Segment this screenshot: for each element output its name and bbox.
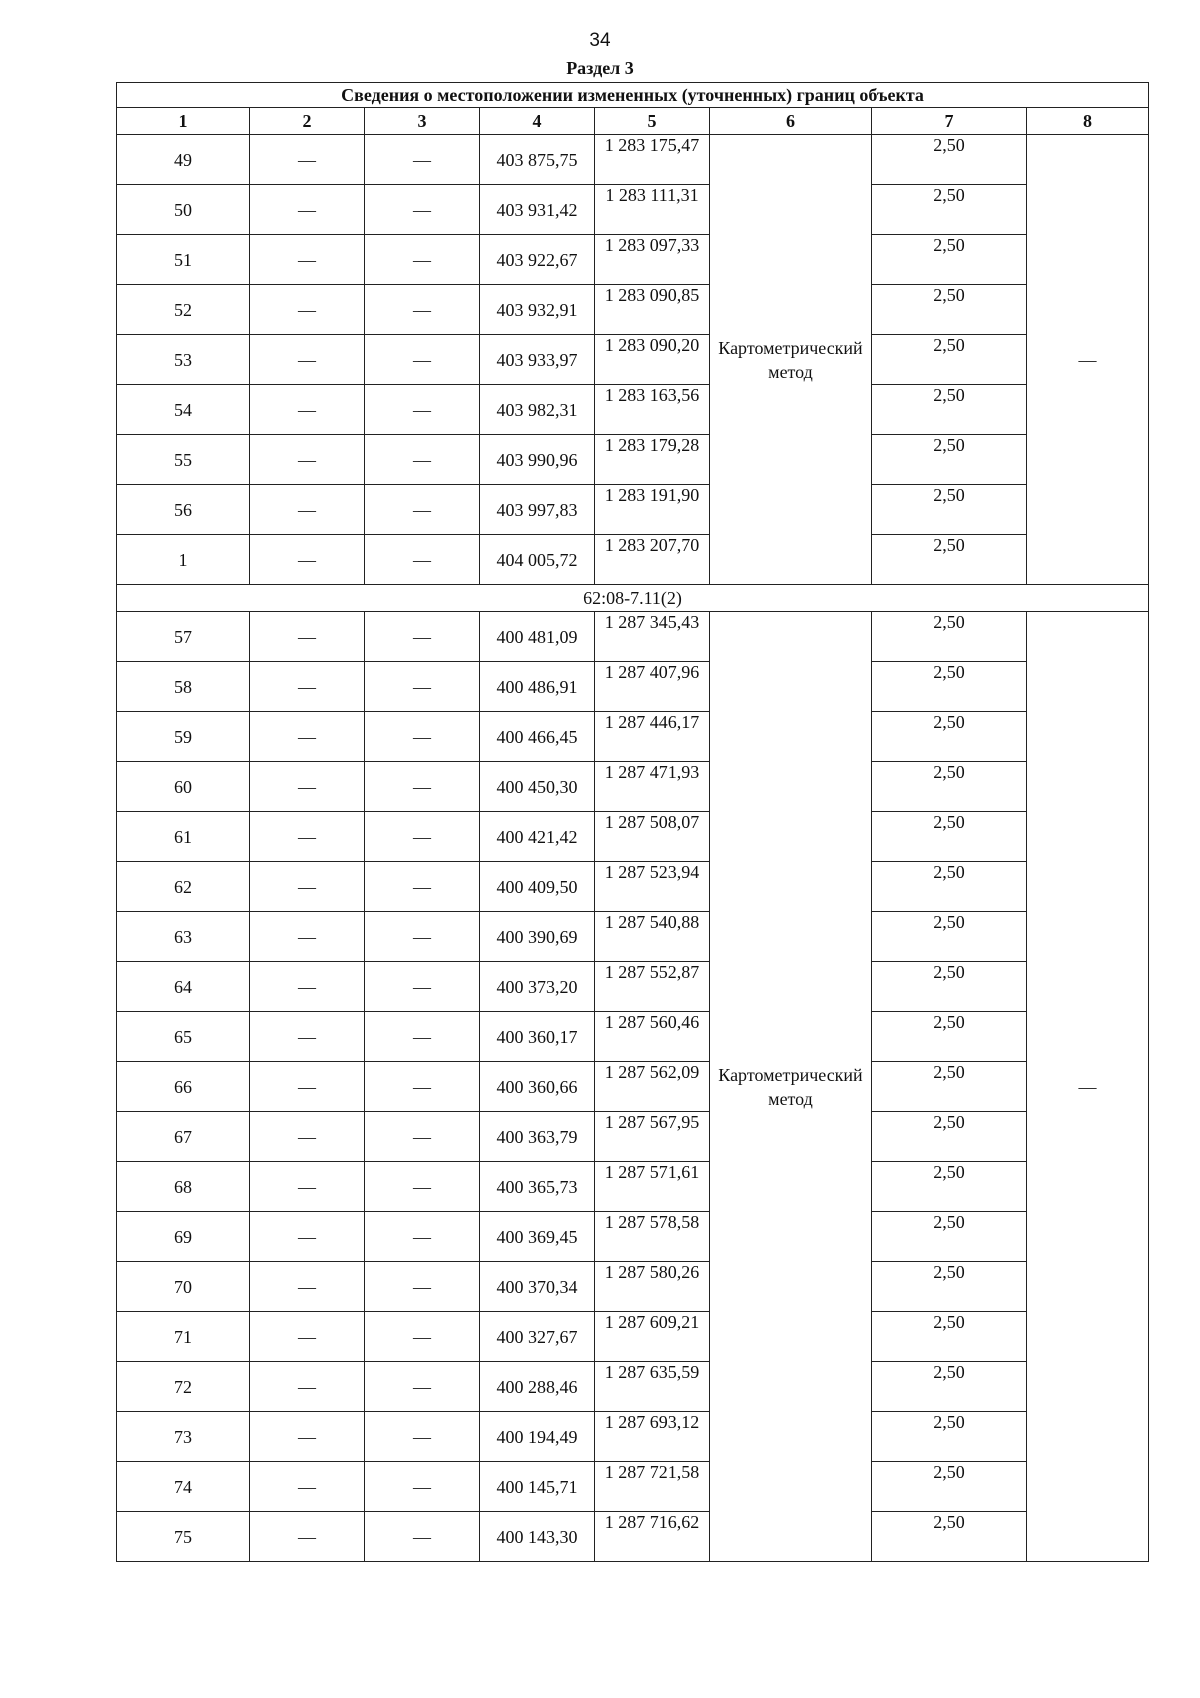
cell-col-5: 1 287 523,94 [595, 862, 710, 912]
table-row [117, 1362, 1149, 1412]
cell-col-1: 55 [117, 435, 250, 485]
cell-col-2: — [250, 335, 365, 385]
cell-col-5: 1 287 345,43 [595, 612, 710, 662]
section-title: Раздел 3 [566, 58, 634, 78]
table-row [117, 1462, 1149, 1512]
header-row [117, 108, 1149, 135]
cell-col-3: — [365, 1012, 480, 1062]
cell-col-3: — [365, 662, 480, 712]
cell-col-1: 57 [117, 612, 250, 662]
cell-col-4: 403 933,97 [480, 335, 595, 385]
cell-col-3: — [365, 385, 480, 435]
cell-col-4: 403 932,91 [480, 285, 595, 335]
cell-col-4: 403 875,75 [480, 135, 595, 185]
cell-col-1: 49 [117, 135, 250, 185]
page-number: 34 [589, 30, 611, 51]
cell-col-2: — [250, 812, 365, 862]
cell-col-2: — [250, 1412, 365, 1462]
cell-col-4: 400 143,30 [480, 1512, 595, 1562]
cell-col-7: 2,50 [872, 185, 1027, 235]
cell-col-1: 70 [117, 1262, 250, 1312]
table-row [117, 812, 1149, 862]
cell-col-2: — [250, 285, 365, 335]
cell-col-1: 63 [117, 912, 250, 962]
column-header-2: 2 [250, 108, 365, 135]
cell-col-3: — [365, 335, 480, 385]
table-row [117, 1312, 1149, 1362]
table-row [117, 1112, 1149, 1162]
cell-col-1: 61 [117, 812, 250, 862]
table-body [117, 83, 1149, 1562]
cell-col-5: 1 287 635,59 [595, 1362, 710, 1412]
cell-col-5: 1 283 179,28 [595, 435, 710, 485]
cell-col-1: 58 [117, 662, 250, 712]
cell-col-5: 1 287 571,61 [595, 1162, 710, 1212]
cell-col-7: 2,50 [872, 912, 1027, 962]
cell-col-4: 400 450,30 [480, 762, 595, 812]
cell-col-2: — [250, 485, 365, 535]
cell-col-5: 1 287 560,46 [595, 1012, 710, 1062]
cell-col-3: — [365, 812, 480, 862]
cell-col-7: 2,50 [872, 1262, 1027, 1312]
caption-row [117, 83, 1149, 108]
cell-col-1: 56 [117, 485, 250, 535]
cell-col-3: — [365, 1062, 480, 1112]
cell-col-4: 400 360,17 [480, 1012, 595, 1062]
cell-col-7: 2,50 [872, 535, 1027, 585]
cell-col-2: — [250, 1012, 365, 1062]
cell-col-5: 1 287 580,26 [595, 1262, 710, 1312]
cell-col-3: — [365, 185, 480, 235]
cell-col-3: — [365, 862, 480, 912]
cell-col-5: 1 287 578,58 [595, 1212, 710, 1262]
boundary-coordinates-table [116, 82, 1149, 1562]
cell-col-1: 62 [117, 862, 250, 912]
cell-col-4: 400 486,91 [480, 662, 595, 712]
cell-col-3: — [365, 1162, 480, 1212]
cell-col-5: 1 283 175,47 [595, 135, 710, 185]
cell-col-1: 73 [117, 1412, 250, 1462]
cell-col-3: — [365, 1212, 480, 1262]
cell-col-2: — [250, 385, 365, 435]
cell-col-1: 72 [117, 1362, 250, 1412]
cell-col-2: — [250, 662, 365, 712]
cell-col-5: 1 287 693,12 [595, 1412, 710, 1462]
table-row [117, 962, 1149, 1012]
cell-col-3: — [365, 135, 480, 185]
method-label: Картометрический метод [718, 337, 863, 382]
table-row [117, 912, 1149, 962]
cell-col-2: — [250, 612, 365, 662]
cell-col-2: — [250, 1512, 365, 1562]
cell-col-4: 400 194,49 [480, 1412, 595, 1462]
cell-col-5: 1 283 090,85 [595, 285, 710, 335]
table-row [117, 1212, 1149, 1262]
column-header-5: 5 [595, 108, 710, 135]
cell-col-3: — [365, 235, 480, 285]
cell-col-5: 1 283 111,31 [595, 185, 710, 235]
cell-col-2: — [250, 1062, 365, 1112]
cell-col-1: 65 [117, 1012, 250, 1062]
column-header-3: 3 [365, 108, 480, 135]
cell-col-1: 69 [117, 1212, 250, 1262]
cell-col-4: 400 327,67 [480, 1312, 595, 1362]
cell-col-4: 400 390,69 [480, 912, 595, 962]
table-row [117, 662, 1149, 712]
table-row [117, 862, 1149, 912]
cell-col-2: — [250, 185, 365, 235]
cell-col-3: — [365, 912, 480, 962]
cell-col-3: — [365, 535, 480, 585]
cell-col-2: — [250, 712, 365, 762]
cell-col-3: — [365, 1512, 480, 1562]
cell-col-3: — [365, 1112, 480, 1162]
table-row [117, 535, 1149, 585]
cell-col-4: 400 288,46 [480, 1362, 595, 1412]
cell-col-5: 1 287 562,09 [595, 1062, 710, 1112]
cell-col-7: 2,50 [872, 1212, 1027, 1262]
table-row [117, 235, 1149, 285]
cell-col-1: 53 [117, 335, 250, 385]
cell-col-4: 400 370,34 [480, 1262, 595, 1312]
table-row [117, 135, 1149, 185]
cell-col-3: — [365, 712, 480, 762]
cell-col-5: 1 283 163,56 [595, 385, 710, 435]
cell-col-2: — [250, 1312, 365, 1362]
column-header-1: 1 [117, 108, 250, 135]
cell-col-7: 2,50 [872, 485, 1027, 535]
cell-col-7: 2,50 [872, 1462, 1027, 1512]
table-row [117, 1062, 1149, 1112]
column-header-4: 4 [480, 108, 595, 135]
cell-col-3: — [365, 435, 480, 485]
column-8-cell: — [1027, 612, 1149, 1562]
cell-col-4: 404 005,72 [480, 535, 595, 585]
method-label: Картометрический метод [718, 1064, 863, 1109]
cell-col-1: 64 [117, 962, 250, 1012]
cell-col-7: 2,50 [872, 1412, 1027, 1462]
cell-col-4: 403 931,42 [480, 185, 595, 235]
cell-col-4: 400 369,45 [480, 1212, 595, 1262]
cell-col-5: 1 283 090,20 [595, 335, 710, 385]
cell-col-2: — [250, 535, 365, 585]
column-header-6: 6 [710, 108, 872, 135]
table-row [117, 335, 1149, 385]
cell-col-7: 2,50 [872, 235, 1027, 285]
cell-col-5: 1 287 508,07 [595, 812, 710, 862]
table-row [117, 1412, 1149, 1462]
cell-col-3: — [365, 285, 480, 335]
cell-col-2: — [250, 1112, 365, 1162]
cell-col-1: 66 [117, 1062, 250, 1112]
cell-col-3: — [365, 962, 480, 1012]
cell-col-5: 1 287 540,88 [595, 912, 710, 962]
table-row [117, 712, 1149, 762]
cell-col-7: 2,50 [872, 1362, 1027, 1412]
method-cell [710, 135, 872, 585]
column-header-8: 8 [1027, 108, 1149, 135]
cell-col-4: 400 421,42 [480, 812, 595, 862]
subsection-label: 62:08-7.11(2) [117, 585, 1149, 612]
cell-col-3: — [365, 1462, 480, 1512]
cell-col-7: 2,50 [872, 1312, 1027, 1362]
cell-col-4: 400 360,66 [480, 1062, 595, 1112]
cell-col-7: 2,50 [872, 612, 1027, 662]
cell-col-2: — [250, 235, 365, 285]
cell-col-7: 2,50 [872, 712, 1027, 762]
cell-col-1: 52 [117, 285, 250, 335]
cell-col-1: 59 [117, 712, 250, 762]
cell-col-5: 1 283 097,33 [595, 235, 710, 285]
cell-col-3: — [365, 1262, 480, 1312]
table-row [117, 612, 1149, 662]
cell-col-5: 1 287 446,17 [595, 712, 710, 762]
cell-col-7: 2,50 [872, 1162, 1027, 1212]
cell-col-7: 2,50 [872, 435, 1027, 485]
cell-col-3: — [365, 485, 480, 535]
table-row [117, 1012, 1149, 1062]
cell-col-5: 1 287 609,21 [595, 1312, 710, 1362]
cell-col-3: — [365, 612, 480, 662]
cell-col-2: — [250, 912, 365, 962]
cell-col-2: — [250, 862, 365, 912]
cell-col-7: 2,50 [872, 285, 1027, 335]
cell-col-1: 51 [117, 235, 250, 285]
cell-col-2: — [250, 962, 365, 1012]
cell-col-5: 1 283 191,90 [595, 485, 710, 535]
cell-col-2: — [250, 1362, 365, 1412]
cell-col-7: 2,50 [872, 662, 1027, 712]
cell-col-1: 1 [117, 535, 250, 585]
cell-col-1: 75 [117, 1512, 250, 1562]
cell-col-7: 2,50 [872, 812, 1027, 862]
cell-col-1: 60 [117, 762, 250, 812]
cell-col-2: — [250, 1162, 365, 1212]
cell-col-3: — [365, 1312, 480, 1362]
cell-col-1: 74 [117, 1462, 250, 1512]
cell-col-5: 1 283 207,70 [595, 535, 710, 585]
cell-col-2: — [250, 1212, 365, 1262]
cell-col-2: — [250, 435, 365, 485]
table-row [117, 385, 1149, 435]
column-header-7: 7 [872, 108, 1027, 135]
cell-col-5: 1 287 721,58 [595, 1462, 710, 1512]
cell-col-5: 1 287 716,62 [595, 1512, 710, 1562]
cell-col-1: 67 [117, 1112, 250, 1162]
cell-col-7: 2,50 [872, 1112, 1027, 1162]
cell-col-3: — [365, 1362, 480, 1412]
cell-col-4: 403 997,83 [480, 485, 595, 535]
table-row [117, 1512, 1149, 1562]
cell-col-4: 403 982,31 [480, 385, 595, 435]
cell-col-4: 400 363,79 [480, 1112, 595, 1162]
cell-col-2: — [250, 762, 365, 812]
cell-col-1: 71 [117, 1312, 250, 1362]
table-caption: Сведения о местоположении измененных (уточненных) границ объекта [117, 83, 1149, 108]
cell-col-4: 400 373,20 [480, 962, 595, 1012]
cell-col-2: — [250, 1462, 365, 1512]
cell-col-7: 2,50 [872, 1062, 1027, 1112]
table-row [117, 185, 1149, 235]
cell-col-4: 403 922,67 [480, 235, 595, 285]
cell-col-3: — [365, 762, 480, 812]
cell-col-7: 2,50 [872, 1512, 1027, 1562]
cell-col-7: 2,50 [872, 1012, 1027, 1062]
cell-col-5: 1 287 552,87 [595, 962, 710, 1012]
cell-col-4: 400 466,45 [480, 712, 595, 762]
cell-col-1: 68 [117, 1162, 250, 1212]
cell-col-2: — [250, 135, 365, 185]
cell-col-5: 1 287 471,93 [595, 762, 710, 812]
cell-col-1: 50 [117, 185, 250, 235]
cell-col-2: — [250, 1262, 365, 1312]
cell-col-4: 400 409,50 [480, 862, 595, 912]
cell-col-4: 400 481,09 [480, 612, 595, 662]
table-row [117, 1262, 1149, 1312]
column-8-cell: — [1027, 135, 1149, 585]
table-row [117, 285, 1149, 335]
cell-col-7: 2,50 [872, 962, 1027, 1012]
cell-col-4: 400 145,71 [480, 1462, 595, 1512]
cell-col-7: 2,50 [872, 762, 1027, 812]
table-row [117, 435, 1149, 485]
cell-col-1: 54 [117, 385, 250, 435]
cell-col-5: 1 287 567,95 [595, 1112, 710, 1162]
cell-col-4: 400 365,73 [480, 1162, 595, 1212]
cell-col-5: 1 287 407,96 [595, 662, 710, 712]
table-row [117, 762, 1149, 812]
cell-col-7: 2,50 [872, 335, 1027, 385]
cell-col-7: 2,50 [872, 862, 1027, 912]
subsection-row [117, 585, 1149, 612]
method-cell [710, 612, 872, 1562]
cell-col-7: 2,50 [872, 385, 1027, 435]
cell-col-7: 2,50 [872, 135, 1027, 185]
table-row [117, 1162, 1149, 1212]
cell-col-4: 403 990,96 [480, 435, 595, 485]
cell-col-3: — [365, 1412, 480, 1462]
table-row [117, 485, 1149, 535]
